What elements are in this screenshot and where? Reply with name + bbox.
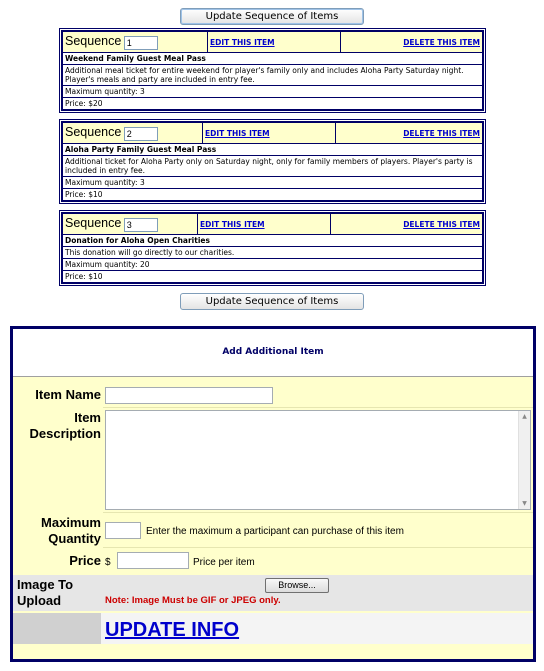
sequence-input[interactable] [124,218,158,232]
item-description-label: Item Description [29,410,101,441]
sequence-cell [63,32,208,53]
form-title: Add Additional Item [13,329,533,377]
delete-item-link[interactable]: DELETE THIS ITEM [403,219,480,229]
price-label: Price [69,553,101,568]
item-name: Aloha Party Family Guest Meal Pass [63,144,483,156]
scroll-up-icon[interactable]: ▲ [522,413,527,420]
item-max-quantity: Maximum quantity: 3 [63,177,483,189]
add-item-form [10,326,536,662]
item-name-label: Item Name [35,387,101,402]
browse-button[interactable]: Browse... [265,578,329,593]
item-price: Price: $10 [63,189,483,201]
item-name: Donation for Aloha Open Charities [63,235,483,247]
item-max-quantity: Maximum quantity: 3 [63,86,483,98]
textarea-scrollbar[interactable] [518,411,530,509]
sequence-cell [63,214,198,235]
update-sequence-button-top[interactable]: Update Sequence of Items [180,8,364,25]
edit-item-link[interactable]: EDIT THIS ITEM [200,219,265,229]
item-description-textarea[interactable] [105,410,531,510]
item-card [59,28,486,113]
delete-item-link[interactable]: DELETE THIS ITEM [403,128,480,138]
divider [103,407,533,408]
item-card [59,119,486,204]
max-quantity-input[interactable] [105,522,141,539]
image-format-note: Note: Image Must be GIF or JPEG only. [105,595,281,606]
sequence-label: Sequence [65,34,122,48]
sequence-label: Sequence [65,216,122,230]
max-quantity-hint: Enter the maximum a participant can purchase of this item [146,526,404,537]
sequence-label: Sequence [65,125,122,139]
update-sequence-button-bottom[interactable]: Update Sequence of Items [180,293,364,310]
item-description: Additional meal ticket for entire weekend for player's family only and includes Aloha Party Saturday night. Player's meals and party are included in entry fee. [63,65,483,86]
update-info-link[interactable]: UPDATE INFO [105,619,240,641]
item-description: This donation will go directly to our charities. [63,247,483,259]
sequence-input[interactable] [124,36,158,50]
price-prefix: $ [105,557,111,568]
item-name: Weekend Family Guest Meal Pass [63,53,483,65]
delete-item-link[interactable]: DELETE THIS ITEM [403,37,480,47]
item-description: Additional ticket for Aloha Party only on Saturday night, only for family members of players. Player's party is included in entry fee. [63,156,483,177]
item-max-quantity: Maximum quantity: 20 [63,259,483,271]
scroll-down-icon[interactable]: ▼ [522,500,527,507]
price-hint: Price per item [193,557,255,568]
image-upload-label: Image To Upload [17,577,74,608]
price-input[interactable] [117,552,189,569]
sequence-cell [63,123,203,144]
submit-row-spacer [13,613,101,644]
divider [103,547,533,548]
item-price: Price: $20 [63,98,483,110]
item-card [59,210,486,286]
edit-item-link[interactable]: EDIT THIS ITEM [210,37,275,47]
max-quantity-label: Maximum Quantity [41,515,101,546]
divider [103,512,533,513]
item-price: Price: $10 [63,271,483,283]
item-name-input[interactable] [105,387,273,404]
sequence-input[interactable] [124,127,158,141]
edit-item-link[interactable]: EDIT THIS ITEM [205,128,270,138]
